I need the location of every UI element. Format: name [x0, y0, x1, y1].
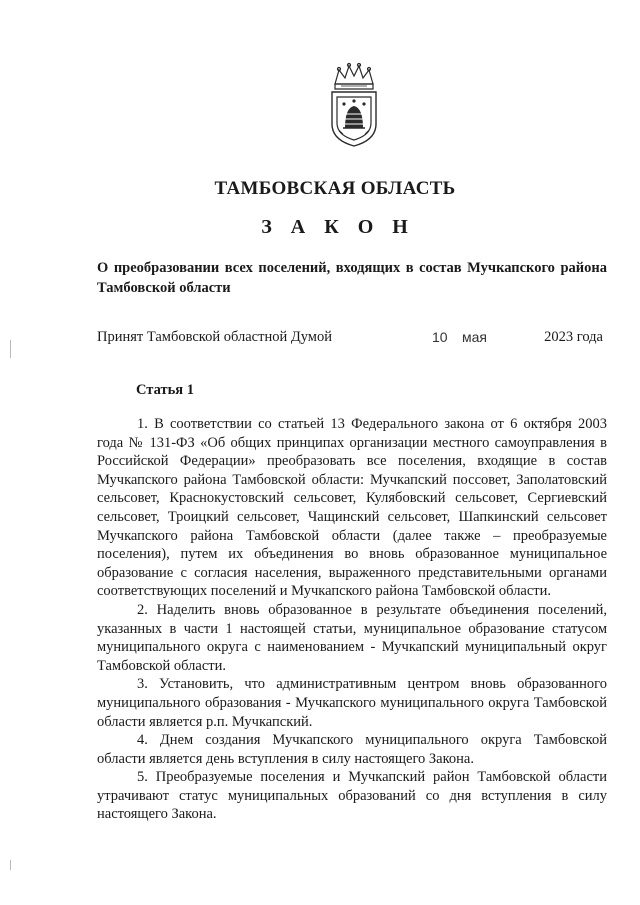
article-paragraph: 1. В соответствии со статьей 13 Федерального закона от 6 октября 2003 года № 131-ФЗ «Об общих принципах организации местного самоуправления в Российской Федерации» преобразовать все поселения, входящие в состав Мучкапского района Тамбовской области: Мучкапский поссовет, Заполатовский сельсовет, Краснокустовский сельсовет, Кулябовский сельсовет, Сергиевский сельсовет, Троицкий сельсовет, Чащинский сельсовет, Шапкинский сельсовет Мучкапского района Тамбовской области (далее также – преобразуемые поселения), путем их объединения во вновь образованное муниципальное образование с согласия населения, выраженного представительными органами соответствующих поселений и Мучкапского района Тамбовской области. — [97, 416, 607, 600]
region-title: ТАМБОВСКАЯ ОБЛАСТЬ — [214, 178, 456, 199]
scan-margin-mark — [10, 860, 11, 870]
adoption-year: 2023 года — [544, 329, 603, 345]
adoption-line — [97, 327, 607, 347]
article-paragraph: 5. Преобразуемые поселения и Мучкапский район Тамбовской области утрачивают статус муниципальных образований со дня вступления в силу настоящего Закона. — [97, 769, 607, 823]
article-paragraph: 2. Наделить вновь образованное в результате объединения поселений, указанных в части 1 настоящей статьи, муниципальное образование статусом муниципального округа с наименованием - Мучкапский муниципальный округ Тамбовской области. — [97, 601, 607, 674]
adoption-day: 10 — [432, 329, 448, 345]
adopting-body: Принят Тамбовской областной Думой — [97, 329, 332, 345]
article-content — [97, 415, 607, 824]
adoption-month: мая — [462, 329, 487, 345]
law-subject: О преобразовании всех поселений, входящих в состав Мучкапского района Тамбовской области — [97, 260, 607, 296]
article-paragraph: 3. Установить, что административным центром вновь образованного муниципального образования - Мучкапского муниципального округа Тамбовской области является р.п. Мучкапский. — [97, 676, 607, 730]
article-title: Статья 1 — [136, 382, 194, 398]
document-type-title: З А К О Н — [261, 216, 415, 238]
coat-of-arms-icon — [327, 62, 381, 148]
scan-margin-mark — [10, 340, 11, 358]
article-paragraph: 4. Днем создания Мучкапского муниципального округа Тамбовской области является день вступления в силу настоящего Закона. — [97, 732, 607, 767]
